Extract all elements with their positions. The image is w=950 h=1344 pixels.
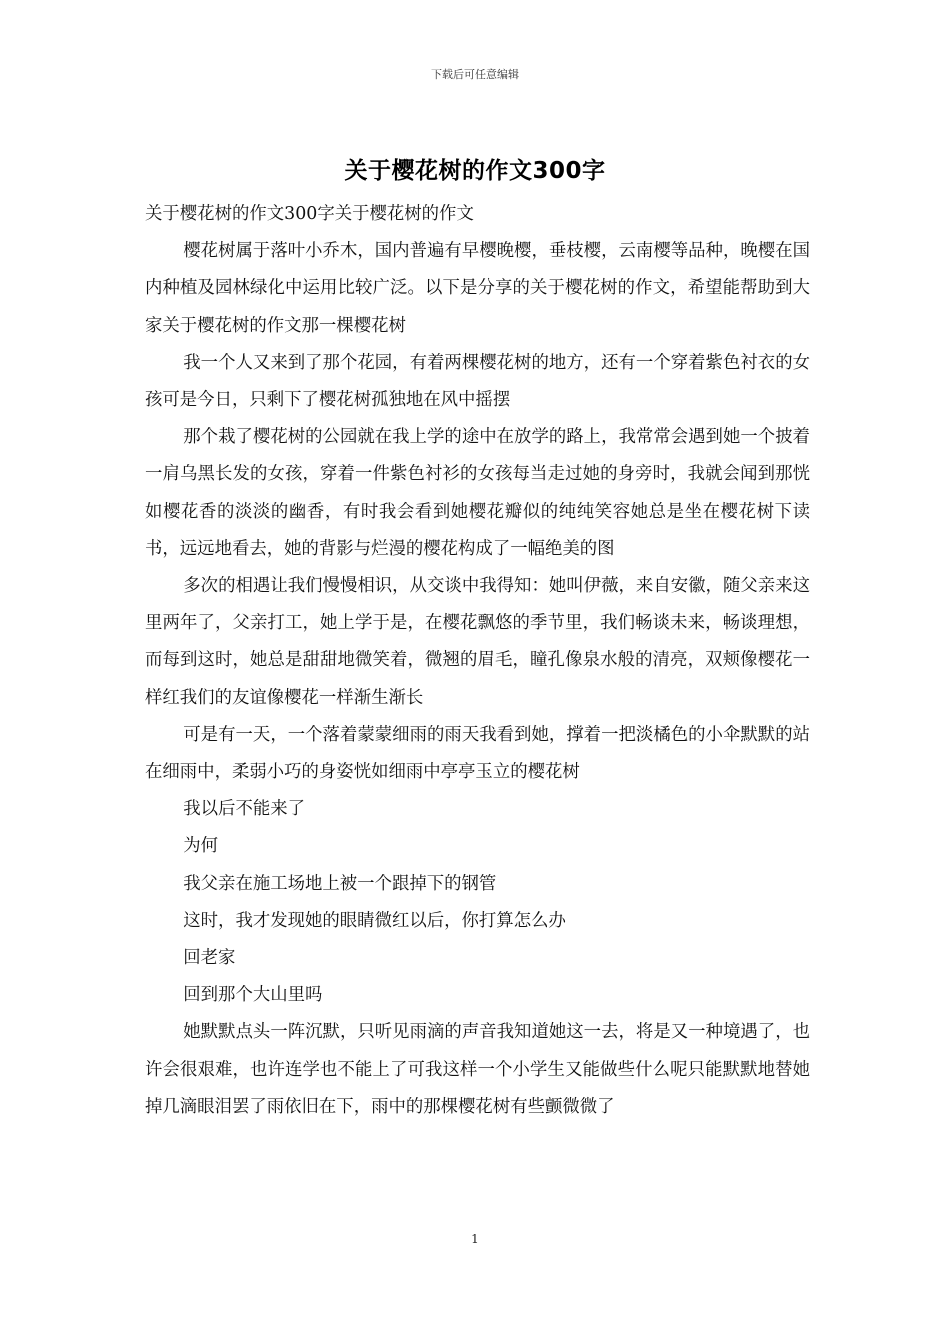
body-paragraph: 多次的相遇让我们慢慢相识，从交谈中我得知：她叫伊薇，来自安徽，随父亲来这里两年了，父亲打工，她上学于是，在樱花飘悠的季节里，我们畅谈未来，畅谈理想，而每到这时，她总是甜甜地微笑着，微翘的眉毛，瞳孔像泉水般的清亮，双颊像樱花一样红我们的友谊像樱花一样渐生渐长 bbox=[145, 576, 810, 708]
document-body bbox=[145, 196, 810, 1126]
body-paragraph: 樱花树属于落叶小乔木，国内普遍有早樱晚樱，垂枝樱，云南樱等品种，晚樱在国内种植及园林绿化中运用比较广泛。以下是分享的关于樱花树的作文，希望能帮助到大家关于樱花树的作文那一棵樱花树 bbox=[145, 241, 810, 336]
dialogue-line: 回到那个大山里吗 bbox=[183, 985, 323, 1006]
dialogue-line: 这时，我才发现她的眼睛微红以后，你打算怎么办 bbox=[183, 910, 566, 931]
page-number: 1 bbox=[471, 1232, 479, 1246]
body-paragraph: 关于樱花树的作文300字关于樱花树的作文 bbox=[145, 204, 474, 224]
body-paragraph: 我一个人又来到了那个花园，有着两棵樱花树的地方，还有一个穿着紫色衬衣的女孩可是今日，只剩下了樱花树孤独地在风中摇摆 bbox=[145, 352, 810, 411]
header-note: 下载后可任意编辑 bbox=[431, 68, 519, 81]
dialogue-line: 为何 bbox=[183, 836, 219, 857]
body-paragraph: 那个栽了樱花树的公园就在我上学的途中在放学的路上，我常常会遇到她一个披着一肩乌黑长发的女孩，穿着一件紫色衬衫的女孩每当走过她的身旁时，我就会闻到那恍如樱花香的淡淡的幽香，有时我会看到她樱花瓣似的纯纯笑容她总是坐在樱花树下读书，远远地看去，她的背影与烂漫的樱花构成了一幅绝美的图 bbox=[145, 427, 810, 559]
document-title: 关于樱花树的作文300字 bbox=[344, 158, 606, 184]
dialogue-line: 我父亲在施工场地上被一个跟掉下的钢管 bbox=[183, 873, 497, 894]
body-paragraph: 她默默点头一阵沉默，只听见雨滴的声音我知道她这一去，将是又一种境遇了，也许会很艰难，也许连学也不能上了可我这样一个小学生又能做些什么呢只能默默地替她掉几滴眼泪罢了雨依旧在下，雨中的那棵樱花树有些颤微微了 bbox=[145, 1022, 810, 1117]
dialogue-line: 回老家 bbox=[183, 948, 236, 969]
body-paragraph: 可是有一天，一个落着蒙蒙细雨的雨天我看到她，撑着一把淡橘色的小伞默默的站在细雨中，柔弱小巧的身姿恍如细雨中亭亭玉立的樱花树 bbox=[145, 724, 810, 783]
dialogue-line: 我以后不能来了 bbox=[183, 799, 306, 820]
